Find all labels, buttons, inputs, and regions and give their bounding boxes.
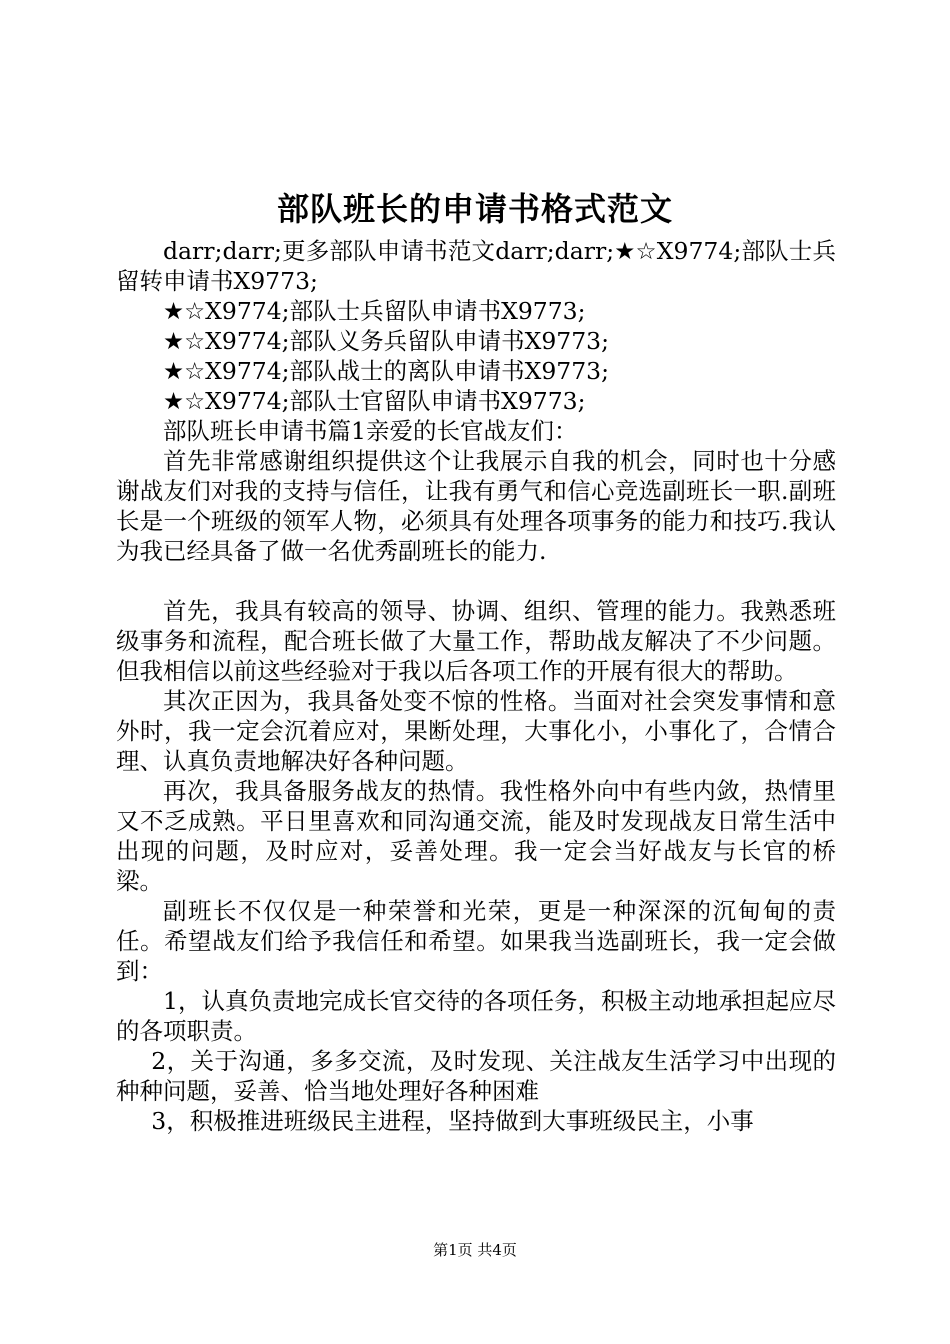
paragraph-link-item: ★☆X9774;部队义务兵留队申请书X9773; <box>163 327 610 355</box>
paragraph-link-item: ★☆X9774;部队士兵留队申请书X9773; <box>163 297 586 325</box>
paragraph-third-point: 再次，我具备服务战友的热情。我性格外向中有些内敛，热情里又不乏成熟。平日里喜欢和同沟通交流，能及时发现战友日常生活中出现的问题，及时应对，妥善处理。我一定会当好战友与长官的桥梁。 <box>116 777 836 895</box>
paragraph-second-point: 其次正因为，我具备处变不惊的性格。当面对社会突发事情和意外时，我一定会沉着应对，果断处理，大事化小，小事化了，合情合理、认真负责地解决好各种问题。 <box>116 687 836 775</box>
paragraph-intro: 首先非常感谢组织提供这个让我展示自我的机会，同时也十分感谢战友们对我的支持与信任，让我有勇气和信心竞选副班长一职.副班长是一个班级的领军人物，必须具有处理各项事务的能力和技巧.我认为我已经具备了做一名优秀副班长的能力. <box>116 447 836 565</box>
document-body <box>116 236 836 1136</box>
paragraph-link-item: ★☆X9774;部队战士的离队申请书X9773; <box>163 357 610 385</box>
paragraph-pledge-1: 1，认真负责地完成长官交待的各项任务，积极主动地承担起应尽的各项职责。 <box>116 987 836 1045</box>
paragraph-pledge-3: 3，积极推进班级民主进程，坚持做到大事班级民主，小事 <box>151 1107 754 1135</box>
paragraph-link-item: ★☆X9774;部队士官留队申请书X9773; <box>163 387 586 415</box>
paragraph-more-links: darr;darr;更多部队申请书范文darr;darr;★☆X9774;部队士兵留转申请书X9773; <box>116 237 836 295</box>
paragraph-first-point: 首先，我具有较高的领导、协调、组织、管理的能力。我熟悉班级事务和流程，配合班长做了大量工作，帮助战友解决了不少问题。但我相信以前这些经验对于我以后各项工作的开展有很大的帮助。 <box>116 597 836 685</box>
paragraph-responsibility: 副班长不仅仅是一种荣誉和光荣，更是一种深深的沉甸甸的责任。希望战友们给予我信任和希望。如果我当选副班长，我一定会做到： <box>116 897 836 985</box>
paragraph-pledge-2: 2，关于沟通，多多交流，及时发现、关注战友生活学习中出现的种种问题，妥善、恰当地处理好各种困难 <box>116 1047 836 1105</box>
page-number-footer: 第1页 共4页 <box>433 1241 517 1259</box>
paragraph-salutation: 部队班长申请书篇1亲爱的长官战友们： <box>163 417 578 445</box>
document-title: 部队班长的申请书格式范文 <box>276 190 673 228</box>
